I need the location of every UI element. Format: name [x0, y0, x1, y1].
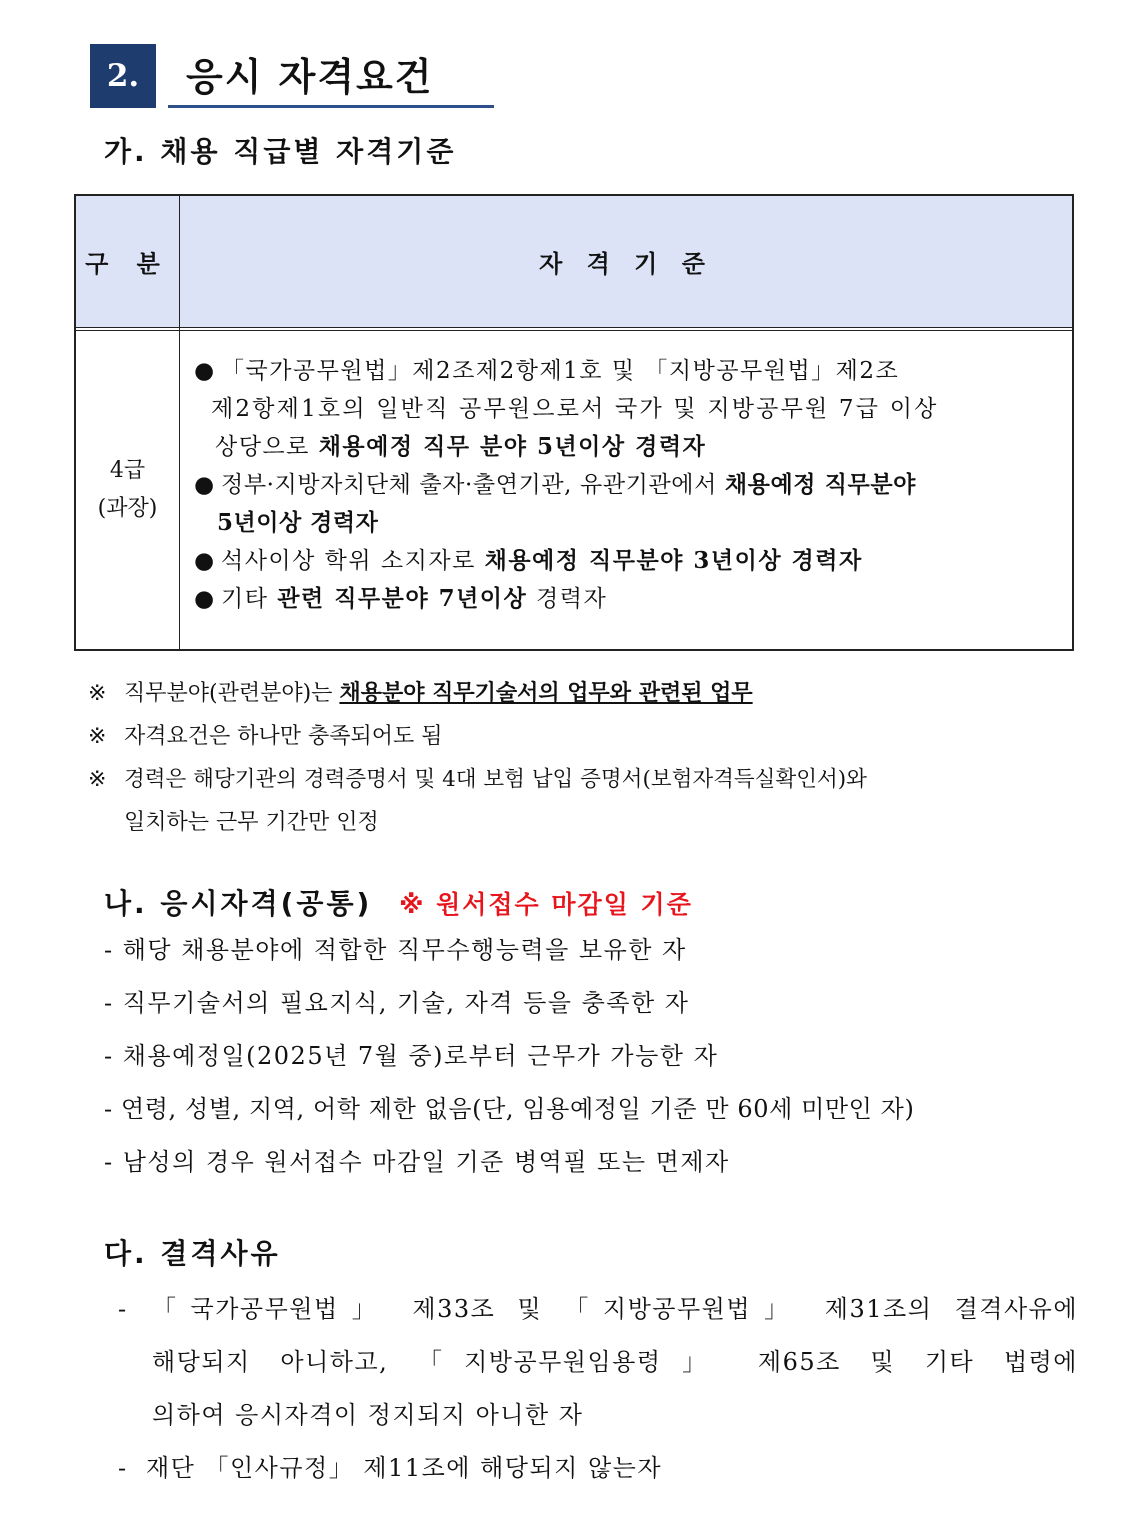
- reference-mark-icon: ※: [88, 724, 107, 749]
- reference-mark-icon: ※: [88, 767, 107, 792]
- disqualification-item-1: [118, 1283, 1078, 1442]
- criteria-1-line-2: 제2항제1호의 일반직 공무원으로서 국가 및 지방공무원 7급 이상: [211, 396, 939, 422]
- disqualification-1-line-3: 의하여 응시자격이 정지되지 아니한 자: [152, 1401, 584, 1429]
- subsection-c-title: 다. 결격사유: [104, 1237, 281, 1270]
- criteria-2-line-2: [217, 504, 1068, 542]
- criteria-2-line-2-bold: 5년이상 경력자: [217, 509, 379, 536]
- bullet-icon: ●: [194, 548, 215, 574]
- grade-cell: [76, 331, 179, 649]
- criteria-2-line-1-bold: 채용예정 직무분야: [724, 471, 916, 498]
- subsection-b-title: 나. 응시자격(공통): [104, 887, 373, 920]
- criteria-1-line-3-bold: 채용예정 직무 분야 5년이상 경력자: [318, 433, 707, 460]
- bullet-icon: ●: [194, 358, 215, 384]
- criteria-3-line-1: [221, 542, 1068, 580]
- qualification-table: [74, 194, 1074, 651]
- note-1-underlined: 채용분야 직무기술서의 업무와 관련된 업무: [339, 680, 753, 706]
- criteria-4-bold: 관련 직무분야 7년이상: [277, 585, 528, 612]
- table-header-double-line: [76, 330, 1072, 331]
- grade-position: (과장): [97, 496, 158, 521]
- subsection-b-heading: [104, 882, 693, 922]
- note-1: [88, 672, 1078, 715]
- criteria-item-3: [194, 542, 1068, 580]
- criteria-1-line-1: 「국가공무원법」제2조제2항제1호 및 「지방공무원법」제2조: [221, 358, 900, 384]
- criteria-2-line-1: [221, 466, 1068, 504]
- section-title: 응시 자격요건: [186, 55, 434, 99]
- note-3-line-1: 경력은 해당기관의 경력증명서 및 4대 보험 납입 증명서(보험자격득실확인서)와: [124, 767, 867, 792]
- criteria-item-1: [194, 352, 1068, 466]
- disqualification-1-line-1: 「국가공무원법」 제33조 및 「지방공무원법」 제31조의 결격사유에: [152, 1295, 1078, 1323]
- dash-marker: -: [118, 1454, 128, 1482]
- criteria-3-plain: 석사이상 학위 소지자로: [221, 548, 485, 574]
- note-2: [88, 715, 1078, 758]
- header-criteria: 자 격 기 준: [539, 249, 713, 278]
- section-number: 2.: [106, 58, 140, 94]
- criteria-cell: [194, 352, 1068, 618]
- note-1-plain: 직무분야(관련분야)는: [124, 681, 340, 706]
- eligibility-item-1: - 해당 채용분야에 적합한 직무수행능력을 보유한 자: [104, 936, 687, 964]
- header-category: 구 분: [85, 249, 170, 278]
- criteria-4-plain-1: 기타: [221, 586, 278, 612]
- disqualification-2-text: 재단 「인사규정」 제11조에 해당되지 않는자: [146, 1454, 662, 1482]
- grade-level: 4급: [109, 458, 146, 483]
- reference-mark-icon: ※: [88, 681, 107, 706]
- criteria-3-bold: 채용예정 직무분야 3년이상 경력자: [484, 547, 863, 574]
- eligibility-item-2: - 직무기술서의 필요지식, 기술, 자격 등을 충족한 자: [104, 989, 690, 1017]
- criteria-1-line-3: [215, 428, 1068, 466]
- subsection-a-title: 가. 채용 직급별 자격기준: [104, 135, 457, 168]
- criteria-1-line-3-plain: 상당으로: [215, 434, 319, 460]
- criteria-item-4: [194, 580, 1068, 618]
- eligibility-item-5: - 남성의 경우 원서접수 마감일 기준 병역필 또는 면제자: [104, 1148, 730, 1176]
- criteria-2-line-1-plain: 정부·지방자치단체 출자·출연기관, 유관기관에서: [221, 472, 725, 498]
- note-3-line-2: 일치하는 근무 기간만 인정: [124, 810, 379, 835]
- eligibility-item-3: - 채용예정일(2025년 7월 중)로부터 근무가 가능한 자: [104, 1042, 719, 1070]
- bullet-icon: ●: [194, 586, 215, 612]
- note-2-text: 자격요건은 하나만 충족되어도 됨: [124, 724, 443, 749]
- dash-marker: -: [118, 1295, 128, 1323]
- section-title-underline: [168, 105, 494, 108]
- disqualification-list: [118, 1283, 1078, 1495]
- table-notes: [88, 672, 1078, 844]
- eligibility-item-4: - 연령, 성별, 지역, 어학 제한 없음(단, 임용예정일 기준 만 60세 미만인 자): [104, 1095, 915, 1123]
- note-3: [88, 758, 1078, 844]
- subsection-b-basis-note: ※ 원서접수 마감일 기준: [399, 890, 693, 919]
- criteria-4-line-1: [221, 580, 1068, 618]
- criteria-item-2: [194, 466, 1068, 542]
- disqualification-item-2: [118, 1442, 1078, 1495]
- criteria-4-plain-2: 경력자: [527, 586, 608, 612]
- section-number-box: [90, 44, 156, 108]
- bullet-icon: ●: [194, 472, 215, 498]
- disqualification-1-line-2: 해당되지 아니하고, 「지방공무원임용령」 제65조 및 기타 법령에: [152, 1348, 1078, 1376]
